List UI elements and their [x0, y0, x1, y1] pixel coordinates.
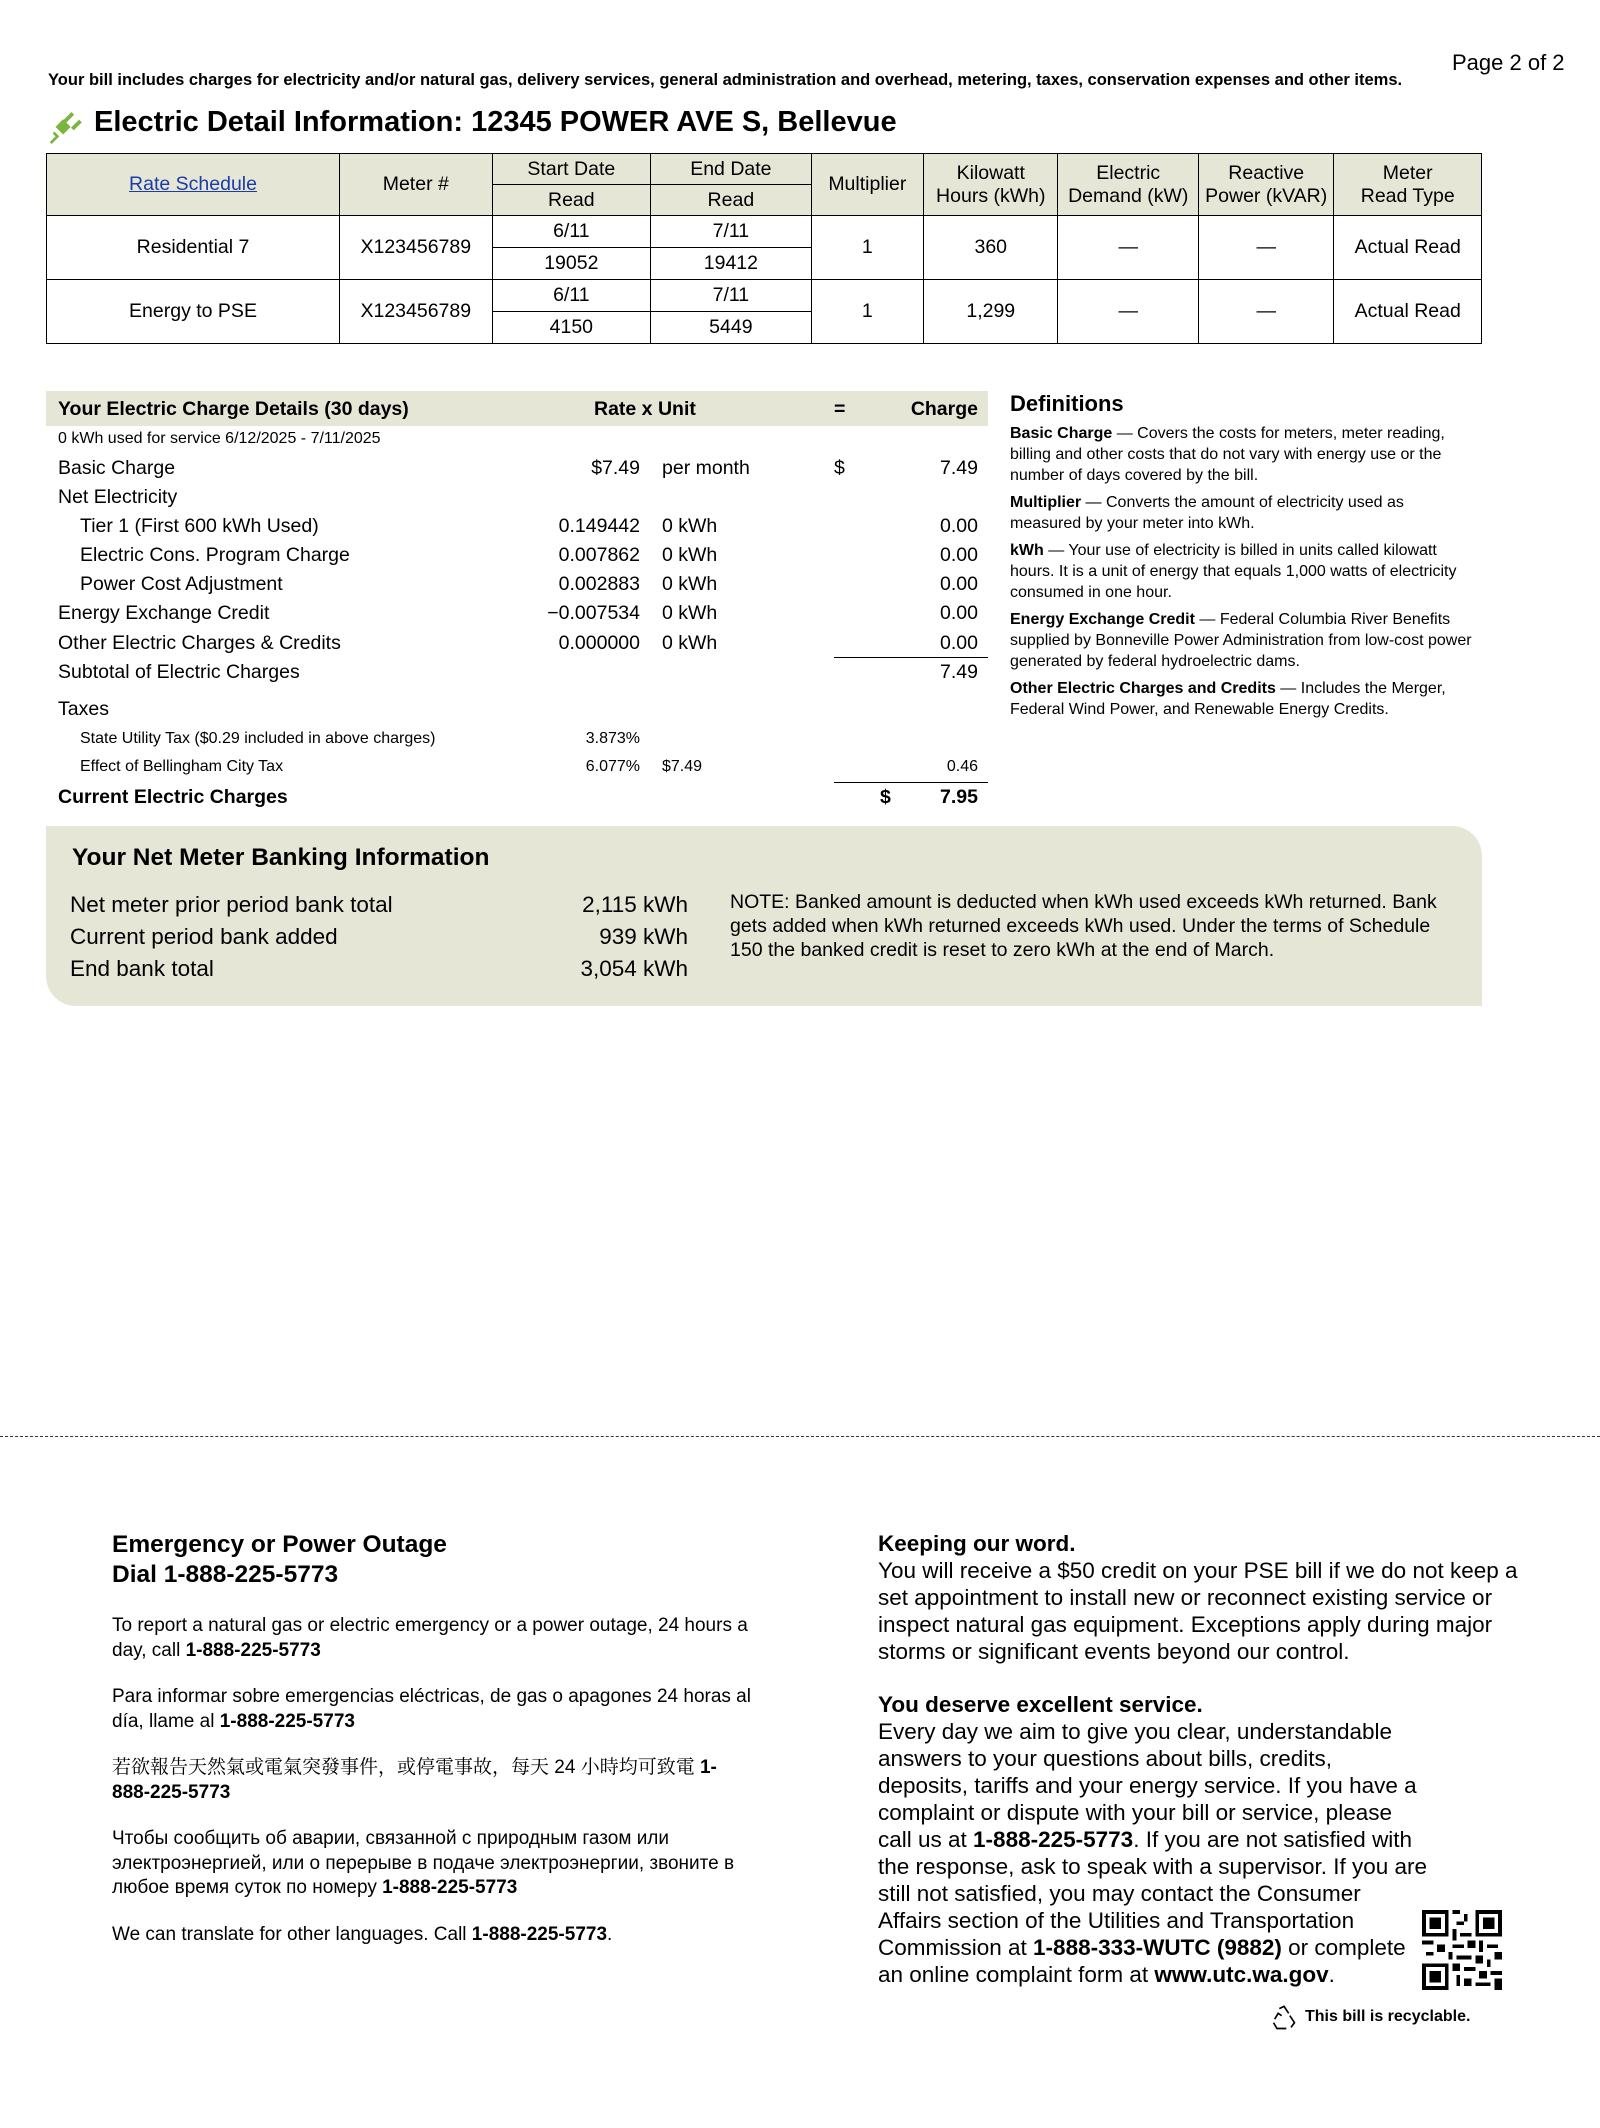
start-read-cell: 4150: [492, 312, 651, 344]
end-read-cell: 5449: [651, 312, 812, 344]
emergency-es: Para informar sobre emergencias eléctricas, de gas o apagones 24 horas al día, llame al 1-888-225-5773: [112, 1686, 751, 1732]
meter-table: [46, 153, 1482, 344]
service-title: You deserve excellent service.: [878, 1692, 1203, 1717]
kwh-cell: 1,299: [924, 280, 1058, 344]
start-date-cell: 6/11: [492, 280, 651, 312]
subtotal-row: Subtotal of Electric Charges 7.49: [58, 661, 978, 683]
read-type-cell: Actual Read: [1334, 216, 1482, 280]
start-date-cell: 6/11: [492, 216, 651, 248]
demand-cell: —: [1058, 280, 1198, 344]
emergency-translate: We can translate for other languages. Call 1-888-225-5773.: [112, 1923, 613, 1945]
rate-unit-header: Rate x Unit: [594, 398, 696, 420]
emergency-ru: Чтобы сообщить об аварии, связанной с природным газом или электроэнергией, или о перерыве в подаче электроэнергии, звоните в любое время суток по номеру 1-888-225-5773: [112, 1828, 735, 1898]
multiplier-cell: 1: [811, 216, 923, 280]
table-row: [47, 216, 1482, 248]
recyclable-note: This bill is recyclable.: [1305, 2008, 1471, 2025]
emergency-zh: 若欲報告天然氣或電氣突發事件，或停電事故，每天 24 小時均可致電 1-888-225-5773: [112, 1757, 717, 1803]
page-number: Page 2 of 2: [1452, 50, 1565, 75]
demand-header: Electric Demand (kW): [1058, 154, 1198, 216]
plug-icon: [46, 106, 84, 144]
definition-item: Basic Charge — Covers the costs for meters, meter reading, billing and other costs that do not vary with energy use or the number of days covered by the bill.: [1010, 425, 1445, 484]
definition-item: Other Electric Charges and Credits — Includes the Merger, Federal Wind Power, and Renewable Energy Credits.: [1010, 680, 1446, 718]
kwh-header: Kilowatt Hours (kWh): [924, 154, 1058, 216]
end-date-cell: 7/11: [651, 280, 812, 312]
start-read-cell: 19052: [492, 248, 651, 280]
bank-value: 2,115 kWh: [582, 892, 688, 917]
tax-row: Effect of Bellingham City Tax 6.077% $7.49 0.46: [80, 758, 978, 775]
end-date-header: End Date: [651, 154, 812, 185]
read-type-cell: Actual Read: [1334, 280, 1482, 344]
energy-exchange-row: Energy Exchange Credit −0.007534 0 kWh 0.00: [58, 602, 978, 624]
multiplier-cell: 1: [811, 280, 923, 344]
charge-item-row: Tier 1 (First 600 kWh Used) 0.149442 0 kWh 0.00: [80, 515, 978, 537]
definition-item: kWh — Your use of electricity is billed in units called kilowatt hours. It is a unit of energy that equals 1,000 watts of electricity consumed in one hour.: [1010, 542, 1457, 601]
bank-note: NOTE: Banked amount is deducted when kWh used exceeds kWh returned. Bank gets added when kWh returned exceeds kWh used. Under the terms of Schedule 150 the banked credit is reset to zero kWh at the end of March.: [730, 891, 1437, 961]
meter-header: Meter #: [340, 154, 493, 216]
header-note: Your bill includes charges for electricity and/or natural gas, delivery services, general administration and overhead, metering, taxes, conservation expenses and other items.: [48, 71, 1403, 89]
reactive-header: Reactive Power (kVAR): [1198, 154, 1333, 216]
charge-item-row: Electric Cons. Program Charge 0.007862 0 kWh 0.00: [80, 544, 978, 566]
qr-code-icon: [1422, 1910, 1502, 1990]
total-rule: [834, 782, 988, 783]
bank-value: 3,054 kWh: [580, 956, 688, 981]
schedule-cell: Energy to PSE: [47, 280, 340, 344]
page-title: Electric Detail Information: 12345 POWER AVE S, Bellevue: [94, 106, 897, 138]
read-type-header: Meter Read Type: [1334, 154, 1482, 216]
definitions: [1010, 391, 1472, 726]
service-line: 0 kWh used for service 6/12/2025 - 7/11/2025: [58, 430, 381, 447]
charge-item-row: Power Cost Adjustment 0.002883 0 kWh 0.00: [80, 573, 978, 595]
table-row: [47, 280, 1482, 312]
rate-schedule-link[interactable]: Rate Schedule: [129, 173, 257, 196]
start-read-header: Read: [492, 185, 651, 216]
kwh-cell: 360: [924, 216, 1058, 280]
charges-header: [46, 391, 988, 426]
equals-header: =: [834, 398, 846, 420]
definition-item: Multiplier — Converts the amount of electricity used as measured by your meter into kWh.: [1010, 494, 1404, 532]
subtotal-rule: [834, 657, 988, 658]
basic-charge-row: Basic Charge $7.49 per month $ 7.49: [58, 457, 978, 479]
start-date-header: Start Date: [492, 154, 651, 185]
charges-title: Your Electric Charge Details (30 days): [58, 398, 409, 420]
tear-line: [0, 1436, 1600, 1437]
taxes-label-row: Taxes: [58, 698, 109, 720]
emergency-section: [112, 1530, 752, 1969]
end-date-cell: 7/11: [651, 216, 812, 248]
bank-label: Net meter prior period bank total: [70, 892, 393, 917]
definition-item: Energy Exchange Credit — Federal Columbia River Benefits supplied by Bonneville Power Administration from low-cost power generated by federal hydroelectric dams.: [1010, 611, 1472, 670]
multiplier-header: Multiplier: [811, 154, 923, 216]
keeping-title: Keeping our word.: [878, 1531, 1076, 1556]
net-meter-banking: [46, 826, 1482, 1006]
charge-header: Charge: [910, 398, 978, 420]
meter-cell: X123456789: [340, 216, 493, 280]
other-charges-row: Other Electric Charges & Credits 0.000000 0 kWh 0.00: [58, 632, 978, 654]
keeping-text: You will receive a $50 credit on your PSE bill if we do not keep a set appointment to install new or reconnect existing service or inspect natural gas equipment. Exceptions apply during major storms or significant events beyond our control.: [878, 1558, 1518, 1664]
end-read-header: Read: [651, 185, 812, 216]
emergency-title: Emergency or Power Outage Dial 1-888-225-5773: [112, 1531, 447, 1588]
bank-label: End bank total: [70, 956, 214, 981]
definitions-title: Definitions: [1010, 391, 1124, 416]
service-text: Every day we aim to give you clear, understandable answers to your questions about bills, credits, deposits, tariffs and your energy service. If you have a complaint or dispute with your bill or service, please call us at 1-888-225-5773. If you are not satisfied with the response, ask to speak with a supervisor. If you are still not satisfied, you may contact the Consumer Affairs section of the Utilities and Transportation Commission at 1-888-333-WUTC (9882) or complete an online complaint form at www.utc.wa.gov.: [878, 1719, 1428, 1987]
meter-cell: X123456789: [340, 280, 493, 344]
net-electricity-row: Net Electricity: [58, 486, 178, 508]
total-row: Current Electric Charges $ 7.95: [58, 786, 978, 808]
bank-label: Current period bank added: [70, 924, 338, 949]
rate-schedule-header: [47, 154, 340, 216]
recycle-icon: [1270, 2004, 1298, 2032]
bank-title: Your Net Meter Banking Information: [72, 844, 490, 871]
schedule-cell: Residential 7: [47, 216, 340, 280]
reactive-cell: —: [1198, 216, 1333, 280]
bank-value: 939 kWh: [599, 924, 688, 949]
reactive-cell: —: [1198, 280, 1333, 344]
tax-row: State Utility Tax ($0.29 included in above charges) 3.873%: [80, 730, 640, 747]
end-read-cell: 19412: [651, 248, 812, 280]
emergency-en: To report a natural gas or electric emergency or a power outage, 24 hours a day, call 1-888-225-5773: [112, 1615, 748, 1661]
demand-cell: —: [1058, 216, 1198, 280]
